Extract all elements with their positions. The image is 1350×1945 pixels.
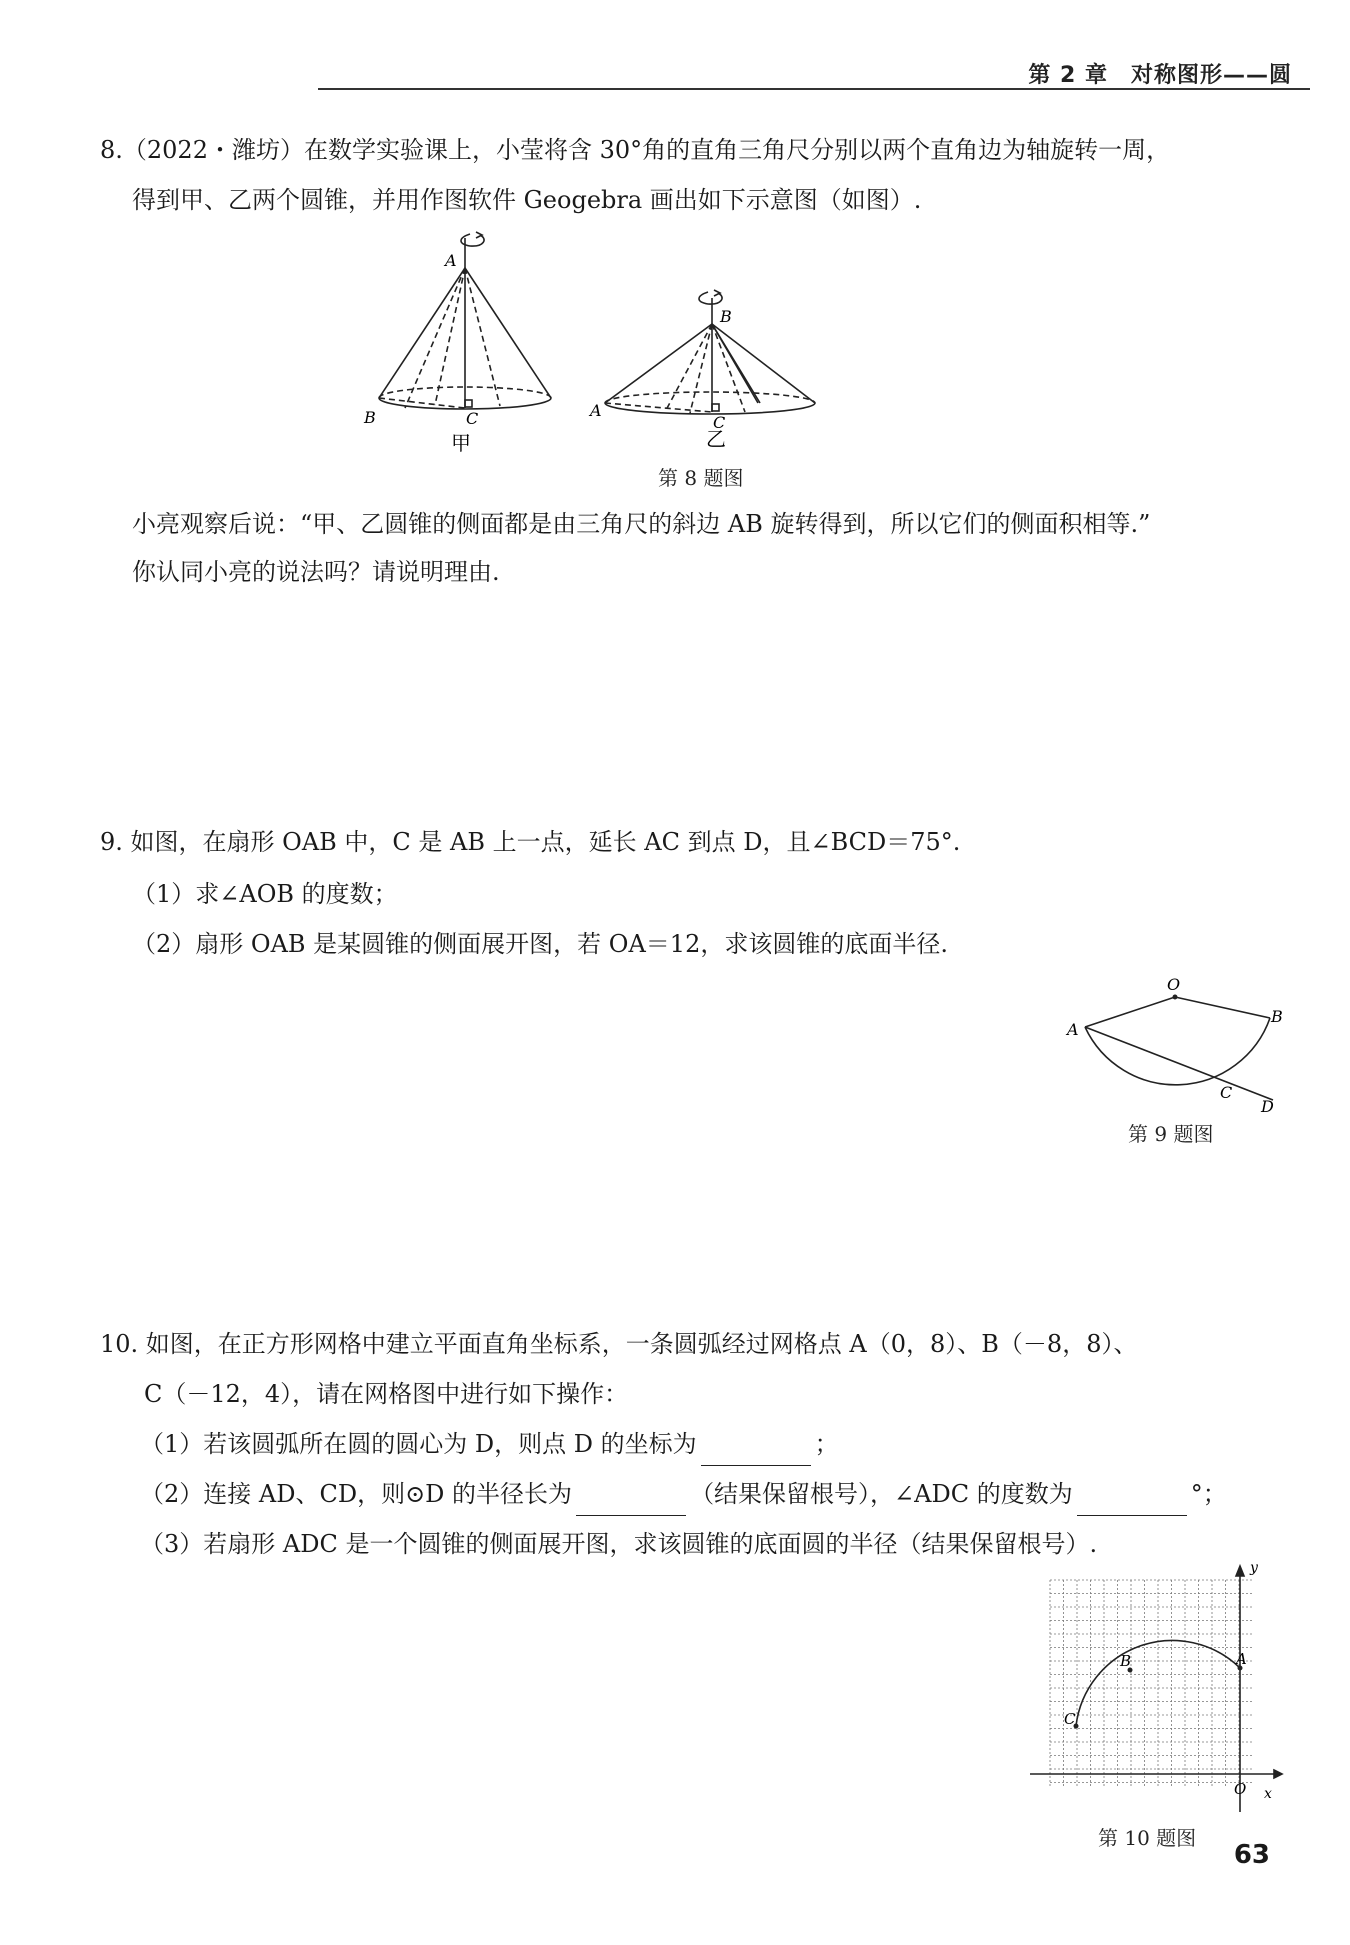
q10-label-O: O — [1234, 1780, 1247, 1798]
q9-sector-figure — [1055, 970, 1295, 1120]
cone-jia-label-A: A — [445, 251, 457, 270]
q10-caption: 第 10 题图 — [1098, 1826, 1197, 1850]
q10-answer-blank-1[interactable] — [701, 1439, 811, 1466]
cone-jia-label-B: B — [364, 408, 376, 427]
cone-jia-label-C: C — [466, 409, 479, 428]
q9-label-A: A — [1067, 1020, 1079, 1039]
q8-caption: 第 8 题图 — [658, 466, 744, 490]
q9-part2: （2）扇形 OAB 是某圆锥的侧面展开图，若 OA＝12，求该圆锥的底面半径. — [132, 930, 948, 958]
q9-part1: （1）求∠AOB 的度数； — [132, 880, 398, 908]
chapter-header: 第 2 章 对称图形——圆 — [1028, 63, 1292, 88]
q8-cones-figure — [350, 228, 1070, 458]
q8-line1: 8.（2022・潍坊）在数学实验课上，小莹将含 30°角的直角三角尺分别以两个直角边为轴旋转一周， — [100, 136, 1171, 164]
cone-yi-label-C: C — [713, 413, 726, 432]
q10-line1: 10. 如图，在正方形网格中建立平面直角坐标系，一条圆弧经过网格点 A（0，8）、B（－8，8）、 — [100, 1330, 1138, 1358]
cone-jia-name: 甲 — [451, 431, 471, 455]
q8-line2: 得到甲、乙两个圆锥，并用作图软件 Geogebra 画出如下示意图（如图）. — [132, 186, 922, 214]
q9-label-O: O — [1167, 975, 1181, 994]
cone-yi — [605, 290, 815, 414]
cone-yi-label-A: A — [590, 401, 602, 420]
q10-answer-blank-3[interactable] — [1077, 1489, 1187, 1516]
q10-answer-blank-2[interactable] — [576, 1489, 686, 1516]
q10-grid-figure — [1020, 1560, 1290, 1820]
q9-caption: 第 9 题图 — [1128, 1122, 1214, 1146]
q9-label-C: C — [1220, 1083, 1233, 1102]
q9-line1: 9. 如图，在扇形 OAB 中，C 是 AB 上一点，延长 AC 到点 D，且∠BCD＝75°. — [100, 828, 961, 856]
q10-part3: （3）若扇形 ADC 是一个圆锥的侧面展开图，求该圆锥的底面圆的半径（结果保留根号）. — [140, 1530, 1098, 1558]
header-rule — [318, 88, 1310, 90]
q10-part2 — [140, 1472, 1227, 1516]
q10-part2-text-b: （结果保留根号），∠ADC 的度数为 — [690, 1480, 1073, 1508]
q10-line2: C（－12，4），请在网格图中进行如下操作： — [144, 1380, 629, 1408]
q10-label-B: B — [1120, 1652, 1132, 1670]
q10-label-A: A — [1236, 1650, 1247, 1668]
q10-part2-text-a: （2）连接 AD、CD，则⊙D 的半径长为 — [140, 1480, 573, 1508]
cone-yi-label-B: B — [720, 307, 732, 326]
cone-yi-name: 乙 — [706, 427, 726, 451]
q10-label-C: C — [1064, 1710, 1076, 1728]
page-number: 63 — [1233, 1840, 1270, 1870]
q9-label-D: D — [1261, 1097, 1274, 1116]
q10-part1 — [140, 1422, 839, 1466]
coordinate-grid — [1050, 1580, 1252, 1786]
q10-part2-text-c: °； — [1190, 1480, 1227, 1508]
q9-label-B: B — [1271, 1007, 1283, 1026]
q8-line4: 你认同小亮的说法吗？请说明理由. — [132, 558, 500, 586]
q10-axis-y-label: y — [1250, 1560, 1258, 1576]
cone-jia — [379, 232, 551, 409]
q10-part1-text: （1）若该圆弧所在圆的圆心为 D，则点 D 的坐标为 — [140, 1430, 697, 1458]
q10-part1-end: ； — [814, 1430, 839, 1458]
q10-axis-x-label: x — [1264, 1786, 1272, 1802]
q8-line3: 小亮观察后说：“甲、乙圆锥的侧面都是由三角尺的斜边 AB 旋转得到，所以它们的侧面积相等.” — [132, 510, 1151, 538]
